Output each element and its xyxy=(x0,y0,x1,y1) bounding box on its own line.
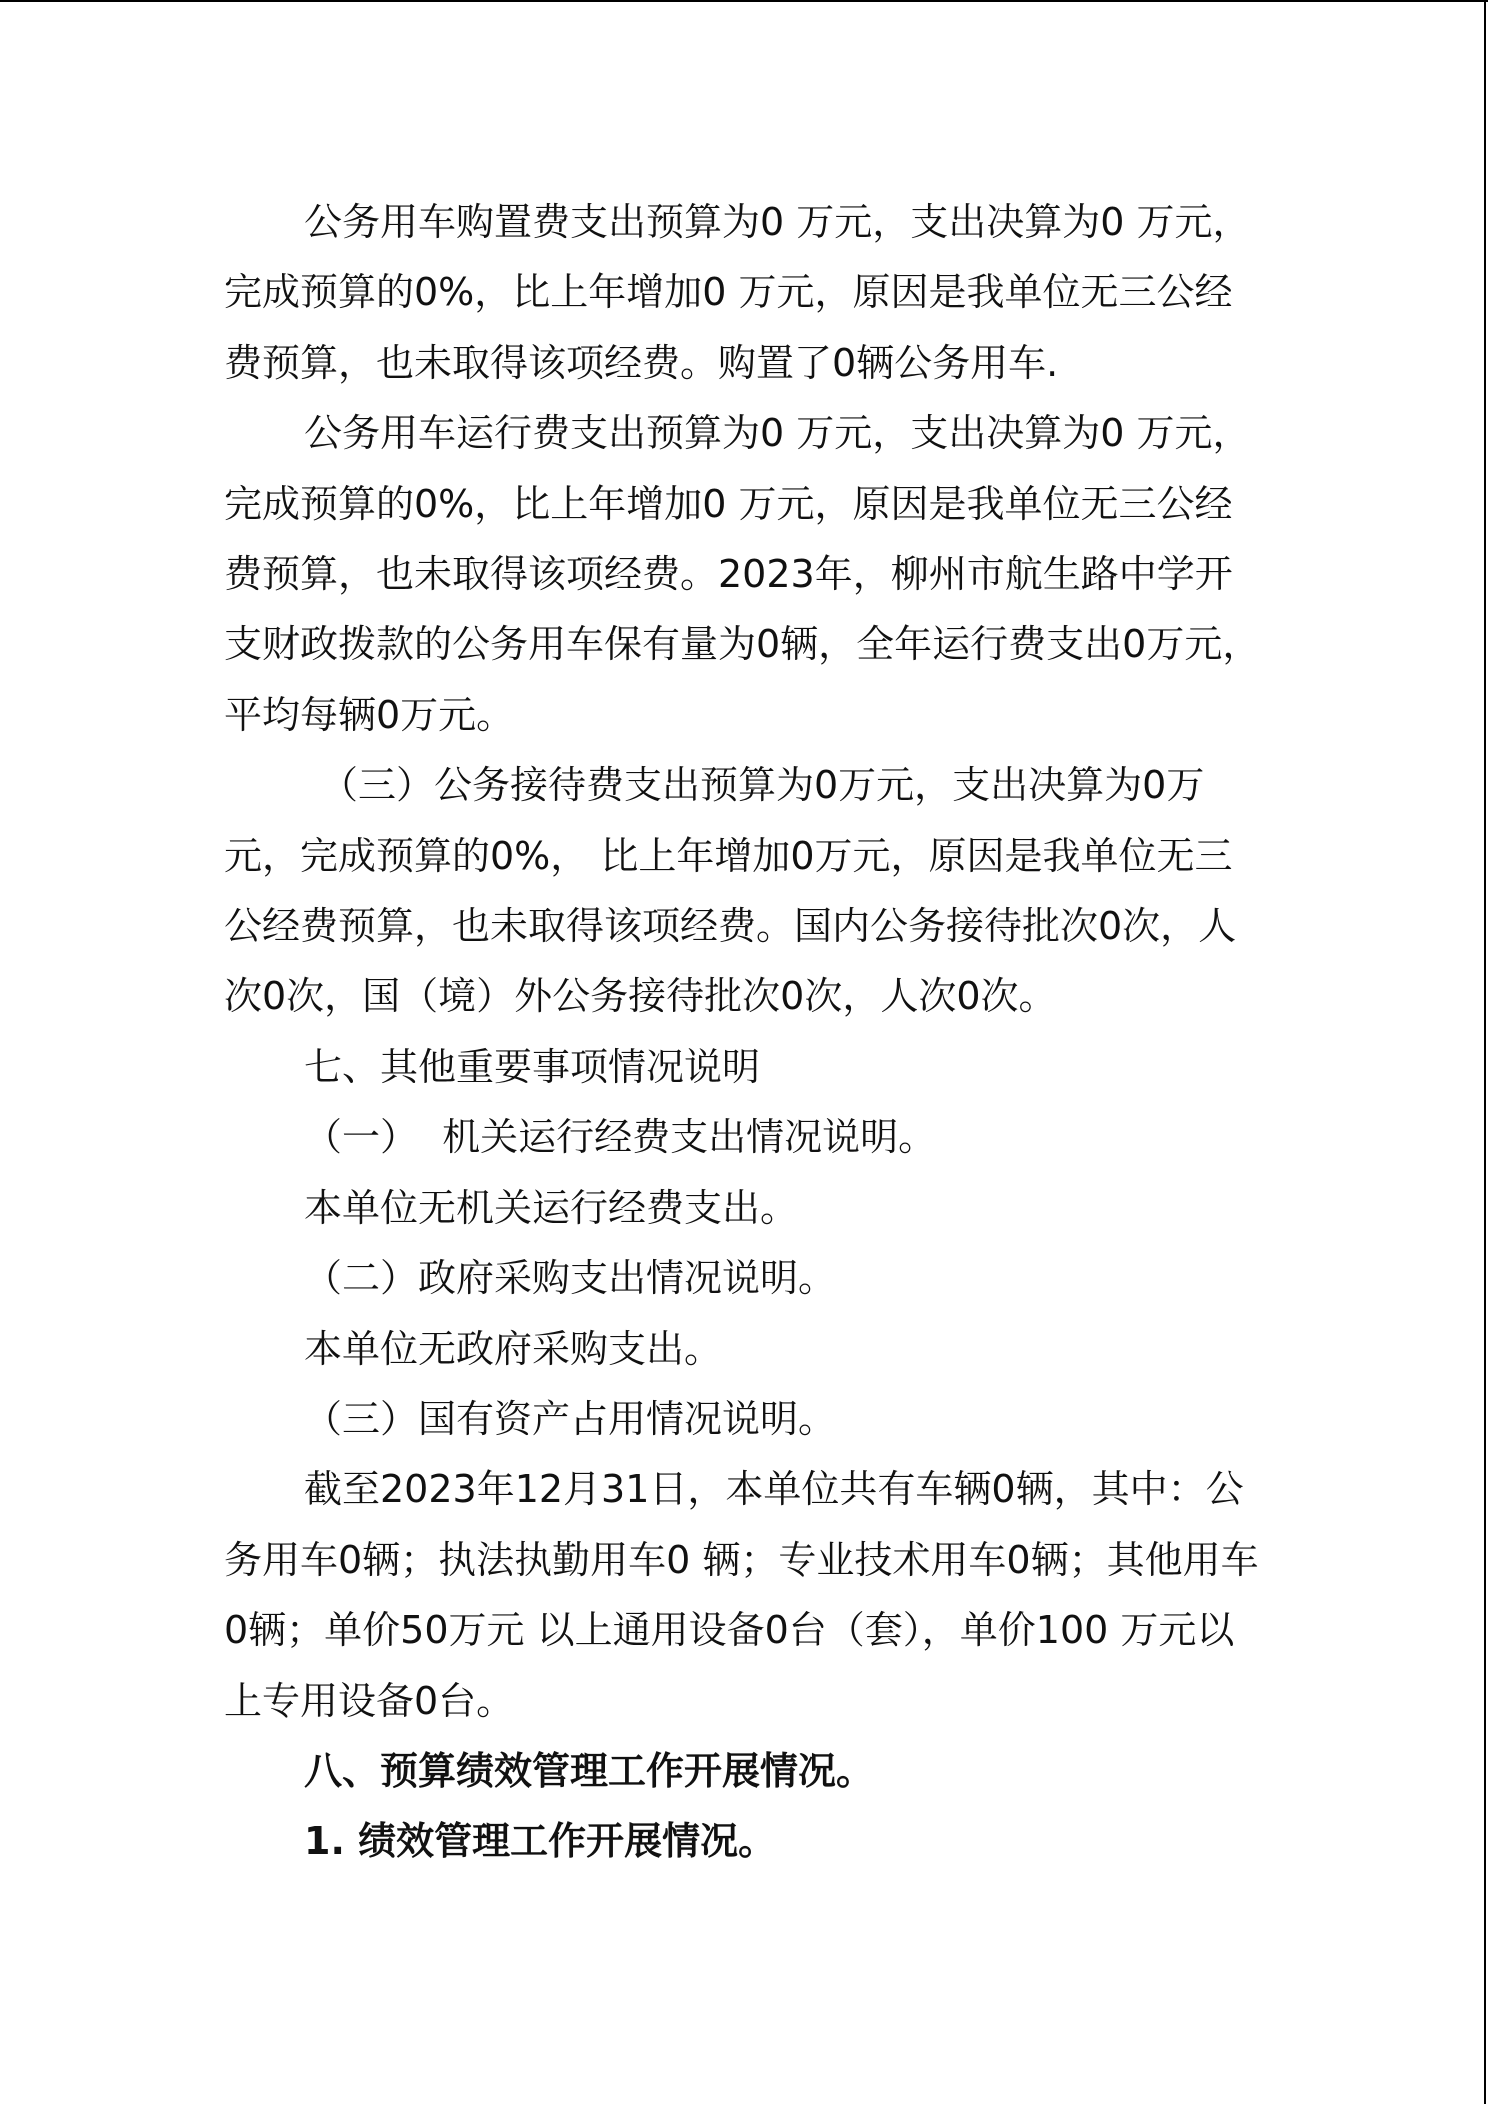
subheading-procurement: （二）政府采购支出情况说明。 xyxy=(304,1256,837,1301)
paragraph-state-assets: 截至2023年12月31日，本单位共有车辆0辆，其中：公务用车0辆；执法执勤用车0 辆；专业技术用车0辆；其他用车0辆；单价50万元 以上通用设备0台（套），单价100 万元以上专用设备0台。 xyxy=(224,1467,1259,1723)
paragraph-admin-expenses: 本单位无机关运行经费支出。 xyxy=(304,1185,799,1230)
document-body xyxy=(224,187,1264,1877)
page-right-border xyxy=(1484,0,1486,2104)
paragraph-reception: （三）公务接待费支出预算为0万元，支出决算为0万元，完成预算的0%， 比上年增加0万元，原因是我单位无三公经费预算，也未取得该项经费。国内公务接待批次0次，人次0次，国（境）外公务接待批次0次，人次0次。 xyxy=(224,763,1237,1019)
subheading-state-assets: （三）国有资产占用情况说明。 xyxy=(304,1396,837,1441)
subheading-performance-management: 1. 绩效管理工作开展情况。 xyxy=(304,1819,777,1864)
heading-section-8: 八、预算绩效管理工作开展情况。 xyxy=(304,1748,875,1793)
subheading-admin-expenses: （一） 机关运行经费支出情况说明。 xyxy=(304,1115,937,1160)
paragraph-procurement: 本单位无政府采购支出。 xyxy=(304,1326,723,1371)
page-top-border xyxy=(0,0,1488,2)
heading-section-7: 七、其他重要事项情况说明 xyxy=(304,1044,761,1089)
paragraph-vehicle-operation: 公务用车运行费支出预算为0 万元，支出决算为0 万元，完成预算的0%，比上年增加0 万元，原因是我单位无三公经费预算，也未取得该项经费。2023年，柳州市航生路中学开支财政拨款的公务用车保有量为0辆，全年运行费支出0万元，平均每辆0万元。 xyxy=(224,411,1261,737)
paragraph-vehicle-purchase: 公务用车购置费支出预算为0 万元，支出决算为0 万元，完成预算的0%，比上年增加0 万元，原因是我单位无三公经费预算，也未取得该项经费。购置了0辆公务用车. xyxy=(224,200,1251,385)
